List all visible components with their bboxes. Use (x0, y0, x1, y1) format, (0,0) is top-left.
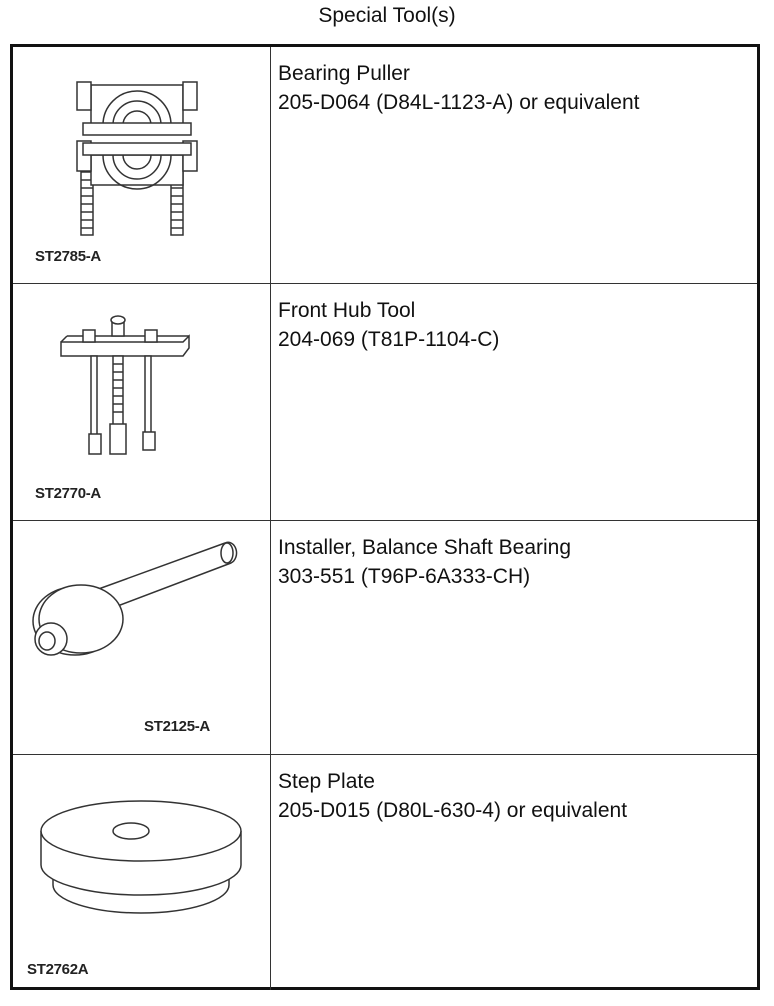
tool-description (278, 767, 753, 825)
special-tools-table (10, 44, 760, 990)
step-plate-icon (13, 755, 271, 990)
table-row (13, 521, 757, 755)
tool-description (278, 533, 753, 591)
tool-part-number: 204-069 (T81P-1104-C) (278, 328, 500, 351)
tool-code: ST2785-A (35, 248, 101, 265)
installer-icon (13, 521, 271, 755)
tool-code: ST2125-A (144, 718, 210, 735)
tool-part-number: 303-551 (T96P-6A333-CH) (278, 565, 531, 588)
tool-image-cell (13, 755, 271, 990)
tool-image-cell (13, 284, 271, 520)
tool-name: Front Hub Tool (278, 299, 416, 322)
tool-code: ST2770-A (35, 485, 101, 502)
tool-name: Bearing Puller (278, 62, 410, 85)
tool-image-cell (13, 521, 271, 754)
tool-part-number: 205-D064 (D84L-1123-A) or equivalent (278, 91, 640, 114)
table-row (13, 284, 757, 521)
table-row (13, 755, 757, 990)
tool-name: Installer, Balance Shaft Bearing (278, 536, 572, 559)
tool-description (278, 59, 753, 117)
table-row (13, 47, 757, 284)
tool-image-cell (13, 47, 271, 283)
page-title: Special Tool(s) (318, 4, 456, 27)
tool-part-number: 205-D015 (D80L-630-4) or equivalent (278, 799, 628, 822)
tool-code: ST2762A (27, 961, 89, 978)
tool-description (278, 296, 753, 354)
tool-name: Step Plate (278, 770, 375, 793)
